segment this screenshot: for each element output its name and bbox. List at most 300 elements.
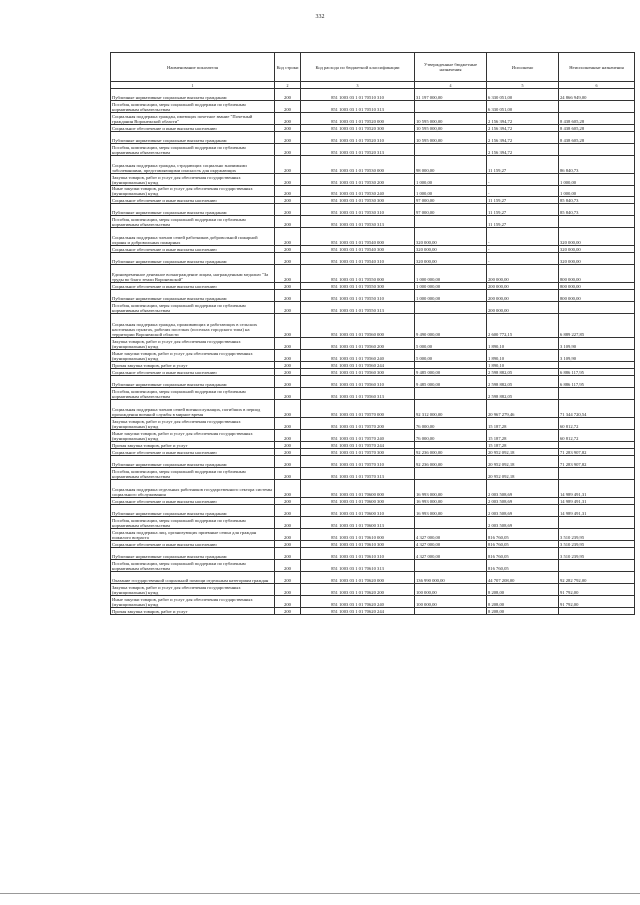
row-line-code: 200 [275, 498, 301, 505]
header-executed: Исполнено [487, 53, 559, 82]
row-remaining: 3 510 239,95 [559, 541, 635, 548]
row-approved: 5 000,00 [415, 338, 487, 350]
row-kbk: 851 1003 03 1 01 70520 310 [301, 132, 415, 144]
table-row [111, 608, 635, 615]
row-name: Оказание государственной социальной помощи отдельным категориям граждан [111, 572, 275, 584]
row-remaining [559, 560, 635, 572]
row-kbk: 851 1003 03 1 01 70570 244 [301, 442, 415, 449]
row-line-code: 200 [275, 302, 301, 314]
table-body [111, 89, 635, 615]
row-kbk: 851 1003 03 1 01 70540 310 [301, 253, 415, 265]
row-kbk: 851 1003 03 1 01 70610 310 [301, 548, 415, 560]
row-remaining: 800 000,00 [559, 290, 635, 302]
row-line-code: 200 [275, 113, 301, 125]
row-kbk: 851 1003 03 1 01 70540 300 [301, 246, 415, 253]
table-row [111, 174, 635, 186]
row-approved: 4 327 000,00 [415, 548, 487, 560]
row-line-code: 200 [275, 283, 301, 290]
row-executed: 20 952 092,18 [487, 449, 559, 456]
row-approved [415, 560, 487, 572]
row-executed: 2 003 508,69 [487, 480, 559, 498]
row-name: Социальная поддержка граждан, имеющих почетное звание "Почетный гражданин Воронежской области" [111, 113, 275, 125]
row-kbk: 851 1003 03 1 01 70570 240 [301, 430, 415, 442]
row-line-code: 200 [275, 608, 301, 615]
page-bottom-rule [0, 893, 640, 894]
row-executed: 2 156 394,72 [487, 113, 559, 125]
table-header-row [111, 53, 635, 82]
row-line-code: 200 [275, 338, 301, 350]
row-approved [415, 302, 487, 314]
row-executed: 15 187,28 [487, 430, 559, 442]
row-approved: 320 000,00 [415, 253, 487, 265]
table-row [111, 186, 635, 197]
row-approved: 136 990 000,00 [415, 572, 487, 584]
row-name: Пособия, компенсации, меры социальной поддержки по публичным нормативным обязательствам [111, 302, 275, 314]
row-approved [415, 216, 487, 228]
row-remaining: 8 438 605,28 [559, 113, 635, 125]
row-line-code: 200 [275, 517, 301, 529]
row-remaining: 92 282 792,00 [559, 572, 635, 584]
row-remaining: 800 000,00 [559, 283, 635, 290]
row-remaining: 800 000,00 [559, 265, 635, 283]
row-line-code: 200 [275, 156, 301, 174]
row-approved: 92 236 000,00 [415, 449, 487, 456]
row-remaining: 3 510 239,95 [559, 548, 635, 560]
row-name: Закупка товаров, работ и услуг для обеспечения государственных (муниципальных) нужд [111, 584, 275, 596]
row-executed: 200 000,00 [487, 302, 559, 314]
row-line-code: 200 [275, 204, 301, 216]
column-index: 5 [487, 82, 559, 89]
row-name: Иные закупки товаров, работ и услуг для обеспечения государственных (муниципальных) нужд [111, 186, 275, 197]
row-name: Социальное обеспечение и иные выплаты населению [111, 449, 275, 456]
column-index-row [111, 82, 635, 89]
row-remaining: 60 812,72 [559, 430, 635, 442]
row-remaining: 91 792,00 [559, 584, 635, 596]
row-name: Социальное обеспечение и иные выплаты населению [111, 369, 275, 376]
row-remaining: 6 886 117,95 [559, 369, 635, 376]
row-remaining: 85 840,73 [559, 204, 635, 216]
table-row [111, 362, 635, 369]
table-row [111, 498, 635, 505]
row-line-code: 200 [275, 468, 301, 480]
row-name: Публичные нормативные социальные выплаты гражданам [111, 548, 275, 560]
row-line-code: 200 [275, 560, 301, 572]
row-approved: 1 000,00 [415, 174, 487, 186]
row-approved: 9 485 000,00 [415, 369, 487, 376]
row-line-code: 200 [275, 480, 301, 498]
row-kbk: 851 1003 03 1 01 70560 310 [301, 376, 415, 388]
row-remaining [559, 388, 635, 400]
row-executed: 2 598 882,05 [487, 376, 559, 388]
row-remaining: 1 000,00 [559, 174, 635, 186]
row-remaining: 14 989 491,31 [559, 498, 635, 505]
row-kbk: 851 1003 03 1 01 70530 310 [301, 204, 415, 216]
row-executed: 6 330 051,00 [487, 89, 559, 101]
row-approved [415, 362, 487, 369]
row-line-code: 200 [275, 584, 301, 596]
row-kbk: 851 1003 03 1 01 70560 240 [301, 350, 415, 362]
row-kbk: 851 1003 03 1 01 70530 000 [301, 156, 415, 174]
row-name: Закупка товаров, работ и услуг для обеспечения государственных (муниципальных) нужд [111, 338, 275, 350]
row-executed: 816 760,05 [487, 529, 559, 541]
row-remaining [559, 144, 635, 156]
row-name: Публичные нормативные социальные выплаты гражданам [111, 253, 275, 265]
row-remaining: 320 000,00 [559, 253, 635, 265]
table-row [111, 216, 635, 228]
row-line-code: 200 [275, 101, 301, 113]
table-row [111, 125, 635, 132]
row-executed: 816 760,05 [487, 548, 559, 560]
row-name: Социальная поддержка лиц, организующих приемные семьи для граждан пожилого возраста [111, 529, 275, 541]
row-approved: 1 000 000,00 [415, 265, 487, 283]
row-kbk: 851 1003 03 1 01 70510 310 [301, 89, 415, 101]
table-row [111, 468, 635, 480]
row-kbk: 851 1003 03 1 01 70570 000 [301, 400, 415, 418]
table-row [111, 314, 635, 338]
row-remaining: 60 812,72 [559, 418, 635, 430]
row-approved [415, 517, 487, 529]
row-line-code: 200 [275, 541, 301, 548]
row-remaining: 71 283 907,82 [559, 449, 635, 456]
row-remaining: 85 840,73 [559, 197, 635, 204]
row-approved: 1 000,00 [415, 186, 487, 197]
table-row [111, 560, 635, 572]
row-remaining: 71 344 720,54 [559, 400, 635, 418]
header-line-code: Код строки [275, 53, 301, 82]
row-line-code: 200 [275, 548, 301, 560]
table-row [111, 144, 635, 156]
table-row [111, 228, 635, 246]
row-line-code: 200 [275, 400, 301, 418]
table-row [111, 584, 635, 596]
row-kbk: 851 1003 03 1 01 70620 244 [301, 608, 415, 615]
row-name: Пособия, компенсации, меры социальной поддержки по публичным нормативным обязательствам [111, 144, 275, 156]
row-remaining: 320 000,00 [559, 228, 635, 246]
row-name: Прочая закупка товаров, работ и услуг [111, 362, 275, 369]
row-executed: - [487, 253, 559, 265]
row-executed: 6 330 051,00 [487, 101, 559, 113]
row-executed: 2 003 508,69 [487, 505, 559, 517]
table-row [111, 418, 635, 430]
row-executed: 11 159,27 [487, 204, 559, 216]
table-row [111, 283, 635, 290]
row-name: Социальное обеспечение и иные выплаты населению [111, 125, 275, 132]
column-index: 3 [301, 82, 415, 89]
row-line-code: 200 [275, 449, 301, 456]
row-line-code: 200 [275, 216, 301, 228]
row-executed: 2 156 394,72 [487, 132, 559, 144]
row-approved: 16 993 000,00 [415, 480, 487, 498]
row-line-code: 200 [275, 144, 301, 156]
row-name: Публичные нормативные социальные выплаты гражданам [111, 132, 275, 144]
row-line-code: 200 [275, 388, 301, 400]
row-approved [415, 608, 487, 615]
row-remaining [559, 302, 635, 314]
row-name: Публичные нормативные социальные выплаты гражданам [111, 456, 275, 468]
row-line-code: 200 [275, 529, 301, 541]
row-name: Социальное обеспечение и иные выплаты населению [111, 498, 275, 505]
row-approved: 31 197 000,00 [415, 89, 487, 101]
row-line-code: 200 [275, 442, 301, 449]
row-kbk: 851 1003 03 1 01 70570 313 [301, 468, 415, 480]
row-name: Иные закупки товаров, работ и услуг для обеспечения государственных (муниципальных) нужд [111, 596, 275, 608]
table-row [111, 132, 635, 144]
row-approved: 97 000,00 [415, 204, 487, 216]
row-kbk: 851 1003 03 1 01 70530 240 [301, 186, 415, 197]
row-line-code: 200 [275, 253, 301, 265]
row-line-code: 200 [275, 125, 301, 132]
row-name: Публичные нормативные социальные выплаты гражданам [111, 89, 275, 101]
row-kbk: 851 1003 03 1 01 70540 000 [301, 228, 415, 246]
header-approved: Утвержденные бюджетные назначения [415, 53, 487, 82]
row-line-code: 200 [275, 89, 301, 101]
row-executed: 816 760,05 [487, 541, 559, 548]
row-executed: 8 208,00 [487, 584, 559, 596]
row-executed: 2 600 772,15 [487, 314, 559, 338]
row-kbk: 851 1003 03 1 01 70510 313 [301, 101, 415, 113]
row-remaining: 3 109,90 [559, 350, 635, 362]
row-executed: 20 952 092,18 [487, 456, 559, 468]
row-remaining [559, 608, 635, 615]
row-executed: 20 952 092,18 [487, 468, 559, 480]
row-line-code: 200 [275, 596, 301, 608]
row-line-code: 200 [275, 265, 301, 283]
row-kbk: 851 1003 03 1 01 70600 300 [301, 498, 415, 505]
row-name: Социальное обеспечение и иные выплаты населению [111, 541, 275, 548]
row-kbk: 851 1003 03 1 01 70560 000 [301, 314, 415, 338]
row-approved: 97 000,00 [415, 197, 487, 204]
row-approved: 16 993 000,00 [415, 498, 487, 505]
row-kbk: 851 1003 03 1 01 70530 313 [301, 216, 415, 228]
row-remaining: 320 000,00 [559, 246, 635, 253]
row-line-code: 200 [275, 132, 301, 144]
row-executed: - [487, 228, 559, 246]
row-executed: 2 598 882,05 [487, 388, 559, 400]
row-executed: 200 000,00 [487, 265, 559, 283]
table-row [111, 480, 635, 498]
column-index: 6 [559, 82, 635, 89]
row-approved: 100 000,00 [415, 584, 487, 596]
row-remaining: 3 510 239,95 [559, 529, 635, 541]
row-kbk: 851 1003 03 1 01 70610 000 [301, 529, 415, 541]
row-remaining: 8 438 605,28 [559, 125, 635, 132]
table-row [111, 529, 635, 541]
row-kbk: 851 1003 03 1 01 70610 313 [301, 560, 415, 572]
row-approved: 10 595 000,00 [415, 132, 487, 144]
row-executed: 1 890,10 [487, 350, 559, 362]
row-name: Закупка товаров, работ и услуг для обеспечения государственных (муниципальных) нужд [111, 418, 275, 430]
row-name: Закупка товаров, работ и услуг для обеспечения государственных (муниципальных) нужд [111, 174, 275, 186]
row-remaining: 6 886 117,95 [559, 376, 635, 388]
row-name: Социальная поддержка членов семей работников добровольной пожарной охраны и добровольных пожарных [111, 228, 275, 246]
row-name: Социальная поддержка отдельных работников государственного сектора системы социального обслуживания [111, 480, 275, 498]
row-name: Публичные нормативные социальные выплаты гражданам [111, 376, 275, 388]
table-row [111, 338, 635, 350]
row-kbk: 851 1003 03 1 01 70520 000 [301, 113, 415, 125]
row-name: Пособия, компенсации, меры социальной поддержки по публичным нормативным обязательствам [111, 468, 275, 480]
row-kbk: 851 1003 03 1 01 70520 313 [301, 144, 415, 156]
table-row [111, 456, 635, 468]
row-line-code: 200 [275, 376, 301, 388]
row-name: Пособия, компенсации, меры социальной поддержки по публичным нормативным обязательствам [111, 388, 275, 400]
row-kbk: 851 1003 03 1 01 70620 200 [301, 584, 415, 596]
table-row [111, 350, 635, 362]
row-approved: 100 000,00 [415, 596, 487, 608]
row-line-code: 200 [275, 174, 301, 186]
row-kbk: 851 1003 03 1 01 70570 200 [301, 418, 415, 430]
row-kbk: 851 1003 03 1 01 70560 313 [301, 388, 415, 400]
row-kbk: 851 1003 03 1 01 70600 313 [301, 517, 415, 529]
row-approved: 76 000,00 [415, 430, 487, 442]
column-index: 1 [111, 82, 275, 89]
row-approved: 1 000 000,00 [415, 290, 487, 302]
row-name: Социальная поддержка членов семей военнослужащих, погибших в период прохождения военной службы в мирное время [111, 400, 275, 418]
row-line-code: 200 [275, 246, 301, 253]
row-line-code: 200 [275, 197, 301, 204]
header-remaining: Неисполненные назначения [559, 53, 635, 82]
row-name: Пособия, компенсации, меры социальной поддержки по публичным нормативным обязательствам [111, 216, 275, 228]
row-name: Социальная поддержка граждан, проживающих и работающих в сельских населенных пунктах, рабочих поселках (поселках городского типа) на территории Воронежской области [111, 314, 275, 338]
row-remaining: 8 438 605,28 [559, 132, 635, 144]
row-name: Единовременное денежное вознаграждение лицам, награжденным медалью "За труды во благо земли Воронежской" [111, 265, 275, 283]
row-line-code: 200 [275, 430, 301, 442]
row-kbk: 851 1003 03 1 01 70570 300 [301, 449, 415, 456]
row-remaining: 71 283 907,82 [559, 456, 635, 468]
row-approved: 92 236 000,00 [415, 456, 487, 468]
table-row [111, 246, 635, 253]
row-executed: 1 890,10 [487, 338, 559, 350]
row-executed: 11 159,27 [487, 197, 559, 204]
row-executed: 8 208,00 [487, 608, 559, 615]
row-approved [415, 144, 487, 156]
table-row [111, 388, 635, 400]
table-row [111, 156, 635, 174]
row-kbk: 851 1003 03 1 01 70570 310 [301, 456, 415, 468]
column-index: 2 [275, 82, 301, 89]
row-approved: 76 000,00 [415, 418, 487, 430]
row-name: Социальное обеспечение и иные выплаты населению [111, 197, 275, 204]
row-line-code: 200 [275, 290, 301, 302]
row-remaining: 24 866 949,00 [559, 89, 635, 101]
table-row [111, 265, 635, 283]
row-line-code: 200 [275, 228, 301, 246]
row-approved: 4 327 000,00 [415, 541, 487, 548]
row-executed: - [487, 246, 559, 253]
row-executed: 15 187,28 [487, 442, 559, 449]
row-approved: 98 000,00 [415, 156, 487, 174]
table-row [111, 197, 635, 204]
row-approved [415, 442, 487, 449]
table-row [111, 101, 635, 113]
row-executed: 20 967 279,46 [487, 400, 559, 418]
row-remaining [559, 216, 635, 228]
budget-execution-table [110, 52, 635, 615]
row-executed: 11 159,27 [487, 156, 559, 174]
row-kbk: 851 1003 03 1 01 70620 000 [301, 572, 415, 584]
row-approved: 92 312 000,00 [415, 400, 487, 418]
row-kbk: 851 1003 03 1 01 70600 000 [301, 480, 415, 498]
row-approved [415, 388, 487, 400]
table-row [111, 430, 635, 442]
row-line-code: 200 [275, 314, 301, 338]
table-row [111, 89, 635, 101]
row-line-code: 200 [275, 186, 301, 197]
row-remaining: 91 792,00 [559, 596, 635, 608]
row-approved [415, 101, 487, 113]
row-name: Пособия, компенсации, меры социальной поддержки по публичным нормативным обязательствам [111, 560, 275, 572]
row-line-code: 200 [275, 369, 301, 376]
row-executed: 2 156 394,72 [487, 125, 559, 132]
row-remaining: 6 889 227,85 [559, 314, 635, 338]
table-row [111, 505, 635, 517]
row-name: Социальная поддержка граждан, страдающих социально значимыми заболеваниями, представляющими опасность для окружающих [111, 156, 275, 174]
row-approved: 9 490 000,00 [415, 314, 487, 338]
table-row [111, 548, 635, 560]
row-remaining [559, 517, 635, 529]
row-approved: 10 595 000,00 [415, 113, 487, 125]
row-kbk: 851 1003 03 1 01 70550 000 [301, 265, 415, 283]
row-approved: 5 000,00 [415, 350, 487, 362]
row-remaining [559, 468, 635, 480]
row-name: Иные закупки товаров, работ и услуг для обеспечения государственных (муниципальных) нужд [111, 430, 275, 442]
row-line-code: 200 [275, 418, 301, 430]
row-kbk: 851 1003 03 1 01 70550 300 [301, 283, 415, 290]
row-executed: 200 000,00 [487, 283, 559, 290]
table-row [111, 302, 635, 314]
row-executed: 200 000,00 [487, 290, 559, 302]
table-row [111, 596, 635, 608]
row-executed: 2 003 508,69 [487, 517, 559, 529]
table-row [111, 253, 635, 265]
row-remaining [559, 442, 635, 449]
row-kbk: 851 1003 03 1 01 70610 300 [301, 541, 415, 548]
row-executed: 2 003 508,69 [487, 498, 559, 505]
row-name: Пособия, компенсации, меры социальной поддержки по публичным нормативным обязательствам [111, 101, 275, 113]
row-approved: 1 000 000,00 [415, 283, 487, 290]
row-kbk: 851 1003 03 1 01 70560 300 [301, 369, 415, 376]
header-kbk: Код расхода по бюджетной классификации [301, 53, 415, 82]
row-name: Пособия, компенсации, меры социальной поддержки по публичным нормативным обязательствам [111, 517, 275, 529]
table-row [111, 449, 635, 456]
row-approved: 4 327 000,00 [415, 529, 487, 541]
table-row [111, 572, 635, 584]
row-executed: 8 208,00 [487, 596, 559, 608]
row-name: Публичные нормативные социальные выплаты гражданам [111, 290, 275, 302]
row-line-code: 200 [275, 572, 301, 584]
row-name: Публичные нормативные социальные выплаты гражданам [111, 204, 275, 216]
table-row [111, 290, 635, 302]
table-row [111, 541, 635, 548]
row-name: Иные закупки товаров, работ и услуг для обеспечения государственных (муниципальных) нужд [111, 350, 275, 362]
row-executed: 11 159,27 [487, 216, 559, 228]
row-kbk: 851 1003 03 1 01 70560 200 [301, 338, 415, 350]
row-executed: 1 890,10 [487, 362, 559, 369]
row-approved: 320 000,00 [415, 246, 487, 253]
table-row [111, 204, 635, 216]
row-executed: 2 156 394,72 [487, 144, 559, 156]
row-kbk: 851 1003 03 1 01 70550 313 [301, 302, 415, 314]
row-approved [415, 468, 487, 480]
row-approved: 9 485 000,00 [415, 376, 487, 388]
row-kbk: 851 1003 03 1 01 70520 300 [301, 125, 415, 132]
row-line-code: 200 [275, 362, 301, 369]
row-line-code: 200 [275, 505, 301, 517]
table-row [111, 442, 635, 449]
row-name: Социальное обеспечение и иные выплаты населению [111, 283, 275, 290]
table-row [111, 517, 635, 529]
table-row [111, 369, 635, 376]
table-row [111, 113, 635, 125]
